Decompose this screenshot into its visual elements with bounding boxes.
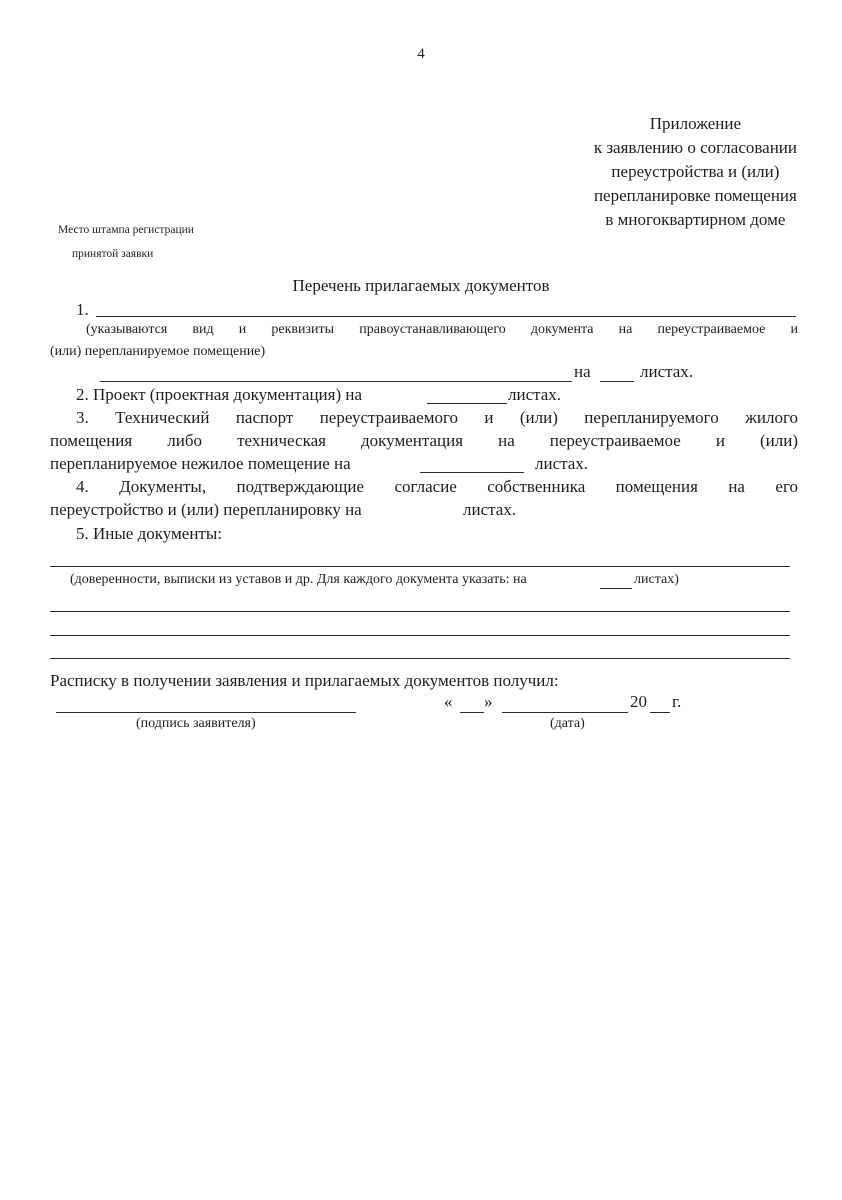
item1-blank-line[interactable] <box>96 316 796 317</box>
item5-hint-suffix: листах) <box>634 572 679 587</box>
document-title: Перечень прилагаемых документов <box>292 276 550 295</box>
item5-hint: (доверенности, выписки из уставов и др. Для каждого документа указать: на <box>70 572 527 587</box>
item1-sheets-blank[interactable] <box>600 381 634 382</box>
appendix-line: в многоквартирном доме <box>605 210 786 229</box>
item3-sheets-blank[interactable] <box>420 472 524 473</box>
receipt-text: Расписку в получении заявления и прилагаемых документов получил: <box>50 671 559 690</box>
item2-text: 2. Проект (проектная документация) на <box>76 385 363 404</box>
date-year-prefix: 20 <box>630 692 647 711</box>
date-day-blank[interactable] <box>460 712 484 713</box>
item5-blank-line[interactable] <box>50 566 790 567</box>
item1-number: 1. <box>76 300 89 319</box>
item5-blank-line[interactable] <box>50 611 790 612</box>
date-year-blank[interactable] <box>650 712 670 713</box>
item2-sheets-word: листах. <box>508 385 562 404</box>
date-quote-open: « <box>444 692 453 711</box>
item1-hint-line1: (указываются вид и реквизиты правоустанавливающего документа на переустраиваемое и <box>86 322 798 337</box>
stamp-label-line2: принятой заявки <box>72 248 154 260</box>
item4-line1: 4. Документы, подтверждающие согласие собственника помещения на его <box>76 477 798 496</box>
item5-blank-line[interactable] <box>50 658 790 659</box>
appendix-line: перепланировке помещения <box>593 186 797 205</box>
item1-sheets-word: листах. <box>640 362 694 381</box>
page-number: 4 <box>417 46 425 62</box>
item4-line2: переустройство и (или) перепланировку на <box>50 500 362 519</box>
appendix-line: к заявлению о согласовании <box>593 138 797 157</box>
appendix-header <box>594 112 797 232</box>
date-month-blank[interactable] <box>502 712 628 713</box>
signature-blank[interactable] <box>56 712 356 713</box>
item1-on-word: на <box>574 362 591 381</box>
item3-sheets-word: листах. <box>535 454 589 473</box>
stamp-label-line1: Место штампа регистрации <box>58 224 194 236</box>
item3-line3: перепланируемое нежилое помещение на <box>50 454 351 473</box>
item1-document-blank[interactable] <box>100 381 572 382</box>
item2-sheets-blank[interactable] <box>427 403 507 404</box>
item4-sheets-word: листах. <box>463 500 517 519</box>
item5-blank-line[interactable] <box>50 635 790 636</box>
signature-caption: (подпись заявителя) <box>136 716 256 731</box>
date-quote-close: » <box>484 692 493 711</box>
item3-line1: 3. Технический паспорт переустраиваемого и (или) перепланируемого жилого <box>76 408 798 427</box>
date-year-suffix: г. <box>672 692 682 711</box>
date-caption: (дата) <box>550 716 585 731</box>
appendix-line: Приложение <box>649 114 742 133</box>
item5-label: 5. Иные документы: <box>76 524 223 543</box>
item1-hint-line2: (или) перепланируемое помещение) <box>50 344 266 359</box>
item5-hint-blank <box>600 588 632 589</box>
appendix-line: переустройства и (или) <box>611 162 780 181</box>
item3-line2: помещения либо техническая документация на переустраиваемое и (или) <box>50 431 798 450</box>
